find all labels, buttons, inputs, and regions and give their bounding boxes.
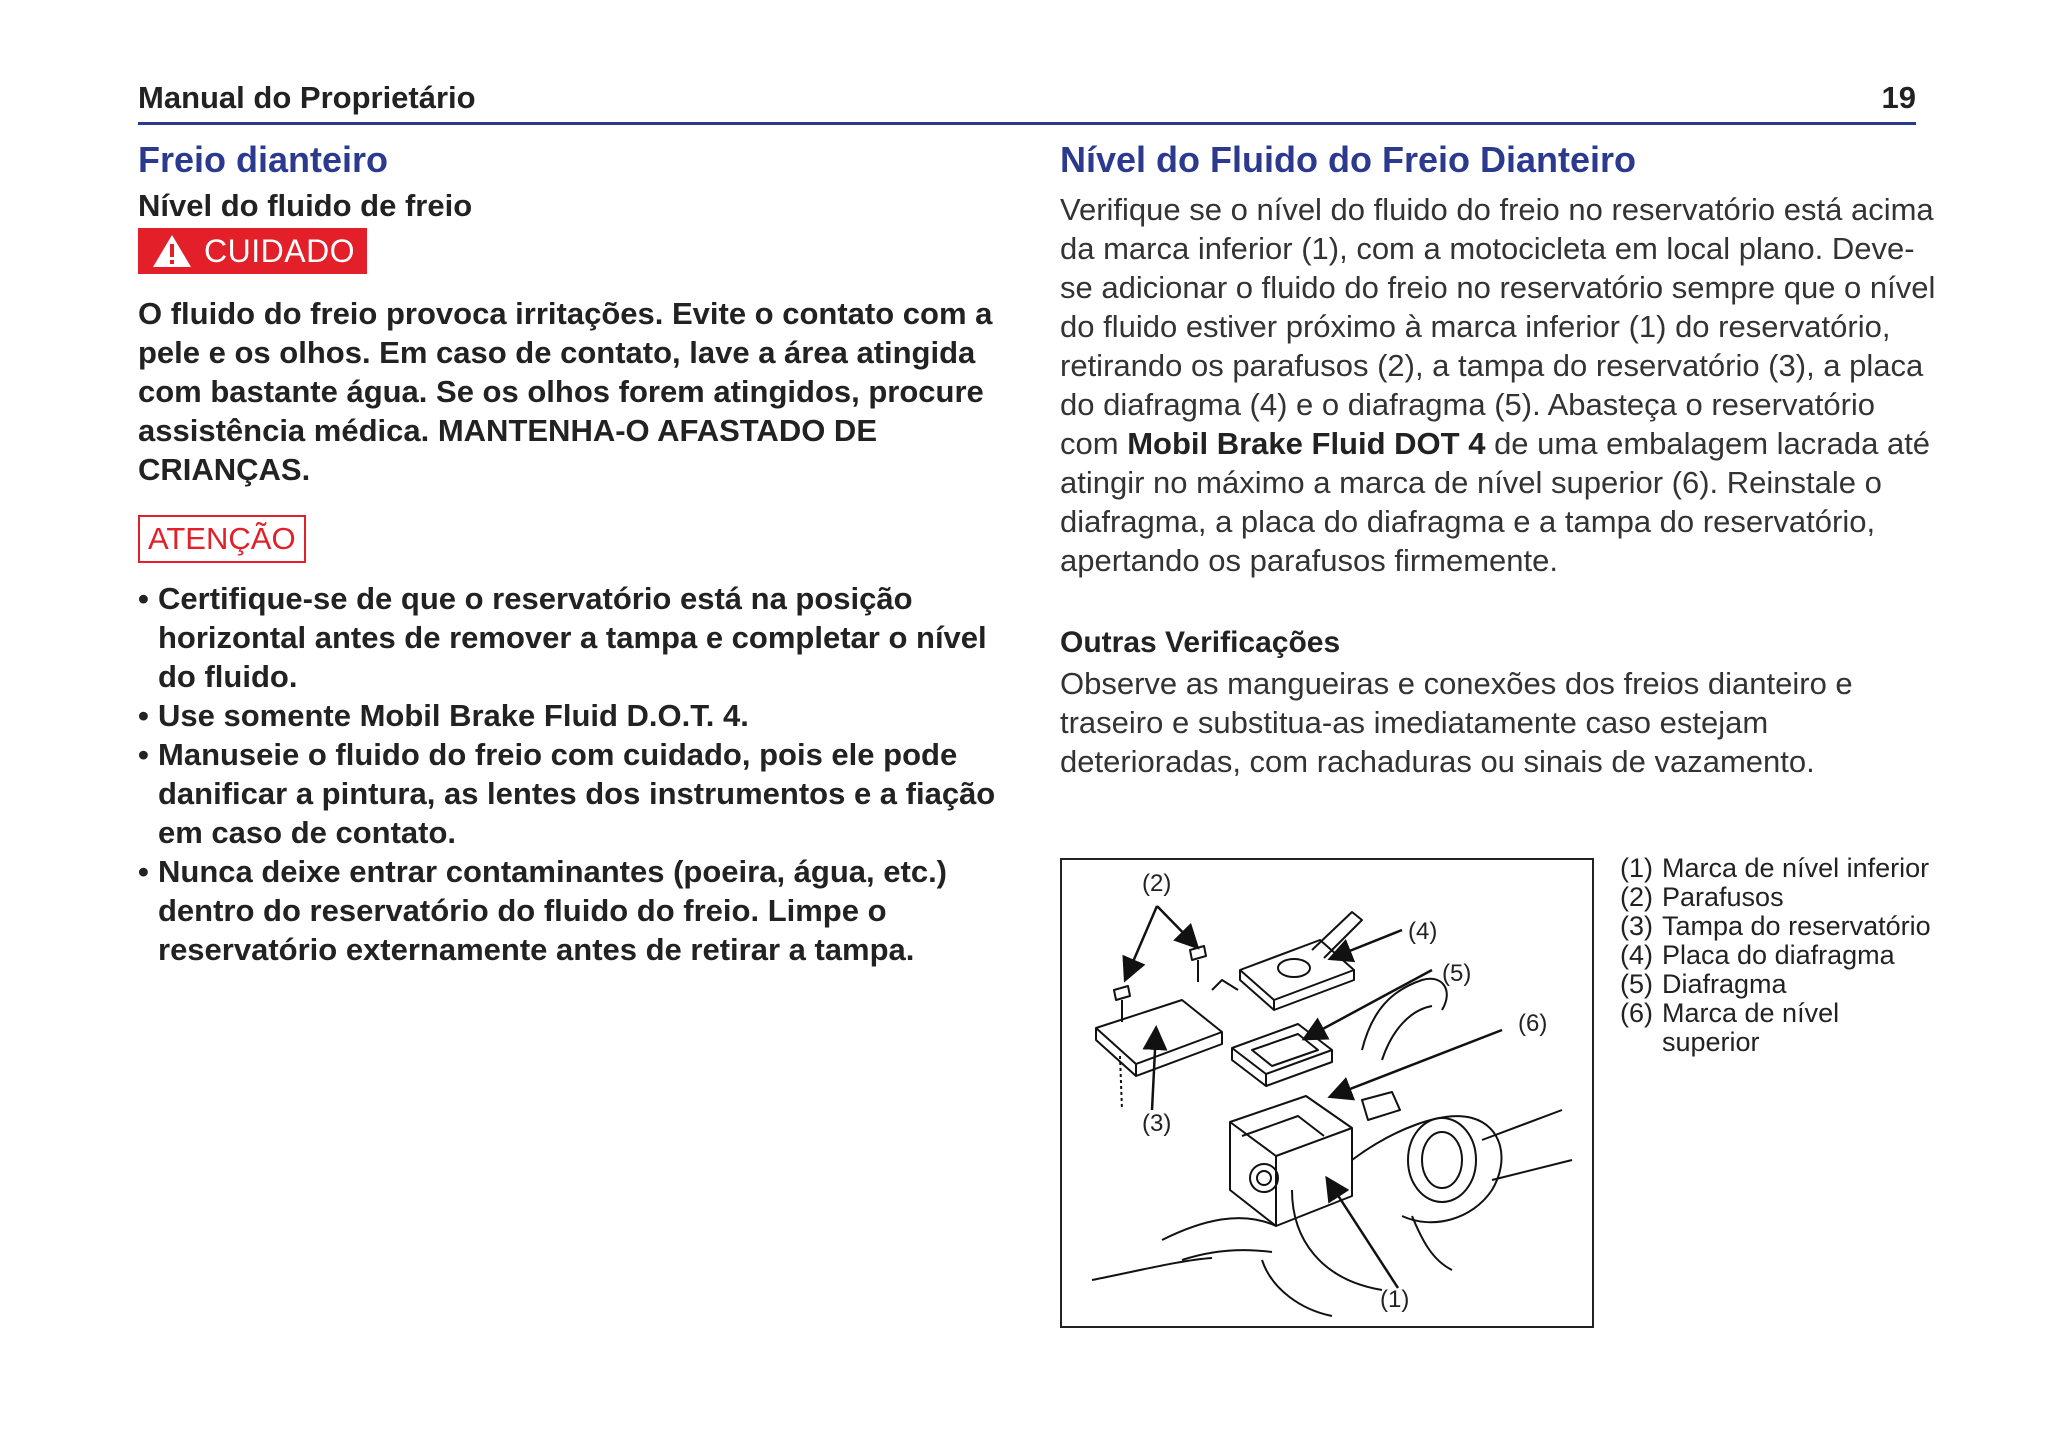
legend-item (1620, 854, 1940, 883)
paragraph-text: Verifique se o nível do fluido do freio no reservatório está acima da marca inferior (1), com a motocicleta em local plano. Deve-se adicionar o fluido do freio no reservatório sempre que o nível do fluido estiver próximo à marca inferior (1) do reservatório, retirando os parafusos (2), a tampa do reservatório (3), a placa do diafragma (4) e o diafragma (5). Abasteça o reservatório com (1060, 192, 1936, 461)
list-item: • Manuseie o fluido do freio com cuidado, pois ele pode danificar a pintura, as lentes dos instrumentos e a fiação em caso de contato. (138, 735, 998, 852)
callout-1: (1) (1380, 1286, 1410, 1313)
callout-5: (5) (1442, 960, 1472, 987)
legend-item (1620, 999, 1940, 1057)
legend-item (1620, 970, 1940, 999)
section-title-front-brake: Freio dianteiro (138, 139, 389, 180)
legend-text: Parafusos (1662, 882, 1784, 912)
diagram-legend (1620, 854, 1940, 1057)
fluid-level-paragraph (1060, 190, 1940, 580)
page-header (138, 80, 1916, 125)
list-item: • Certifique-se de que o reservatório está na posição horizontal antes de remover a tampa e completar o nível do fluido. (138, 579, 998, 696)
legend-number: (3) (1620, 911, 1653, 941)
other-checks-title: Outras Verificações (1060, 626, 1341, 659)
legend-text: Tampa do reservatório (1662, 911, 1931, 941)
legend-number: (2) (1620, 882, 1653, 912)
brake-reservoir-diagram (1060, 858, 1594, 1328)
caution-label: CUIDADO (204, 232, 356, 269)
legend-number: (1) (1620, 853, 1653, 883)
legend-item (1620, 912, 1940, 941)
subtitle-brake-fluid-level: Nível do fluido de freio (138, 188, 473, 223)
legend-item (1620, 941, 1940, 970)
left-column (138, 138, 998, 969)
other-checks-text: Observe as mangueiras e conexões dos freios dianteiro e traseiro e substitua-as imediatamente caso estejam deterioradas, com rachaduras ou sinais de vazamento. (1060, 666, 1853, 779)
attention-list (138, 579, 998, 969)
caution-banner (138, 228, 367, 274)
callout-4: (4) (1408, 918, 1438, 945)
legend-text: Marca de nível superior (1662, 998, 1840, 1057)
warning-triangle-icon (152, 234, 192, 268)
list-item: • Nunca deixe entrar contaminantes (poeira, água, etc.) dentro do reservatório do fluido do freio. Limpe o reservatório externamente antes de retirar a tampa. (138, 852, 998, 969)
brake-reservoir-illustration (1062, 860, 1592, 1326)
brake-fluid-name: Mobil Brake Fluid DOT 4 (1127, 426, 1486, 461)
manual-title: Manual do Proprietário (138, 80, 476, 115)
callout-2: (2) (1142, 870, 1172, 897)
section-title-fluid-level: Nível do Fluido do Freio Dianteiro (1060, 139, 1637, 180)
legend-text: Marca de nível inferior (1662, 853, 1930, 883)
legend-item (1620, 883, 1940, 912)
paragraph-text: de uma embalagem lacrada até atingir no máximo a marca de nível superior (6). Reinstale o diafragma, a placa do diafragma e a tampa do reservatório, apertando os parafusos firmemente. (1060, 426, 1931, 578)
legend-text: Placa do diafragma (1662, 940, 1895, 970)
list-item: • Use somente Mobil Brake Fluid D.O.T. 4. (138, 696, 998, 735)
callout-3: (3) (1142, 1110, 1172, 1137)
caution-text: O fluido do freio provoca irritações. Evite o contato com a pele e os olhos. Em caso de contato, lave a área atingida com bastante água. Se os olhos forem atingidos, procure assistência médica. MANTENHA-O AFASTADO DE CRIANÇAS. (138, 296, 993, 487)
callout-6: (6) (1518, 1010, 1548, 1037)
legend-number: (5) (1620, 969, 1653, 999)
legend-text: Diafragma (1662, 969, 1787, 999)
page-number: 19 (1881, 80, 1916, 115)
legend-number: (6) (1620, 998, 1653, 1028)
attention-label: ATENÇÃO (138, 515, 306, 563)
right-column (1060, 138, 1940, 781)
legend-number: (4) (1620, 940, 1653, 970)
